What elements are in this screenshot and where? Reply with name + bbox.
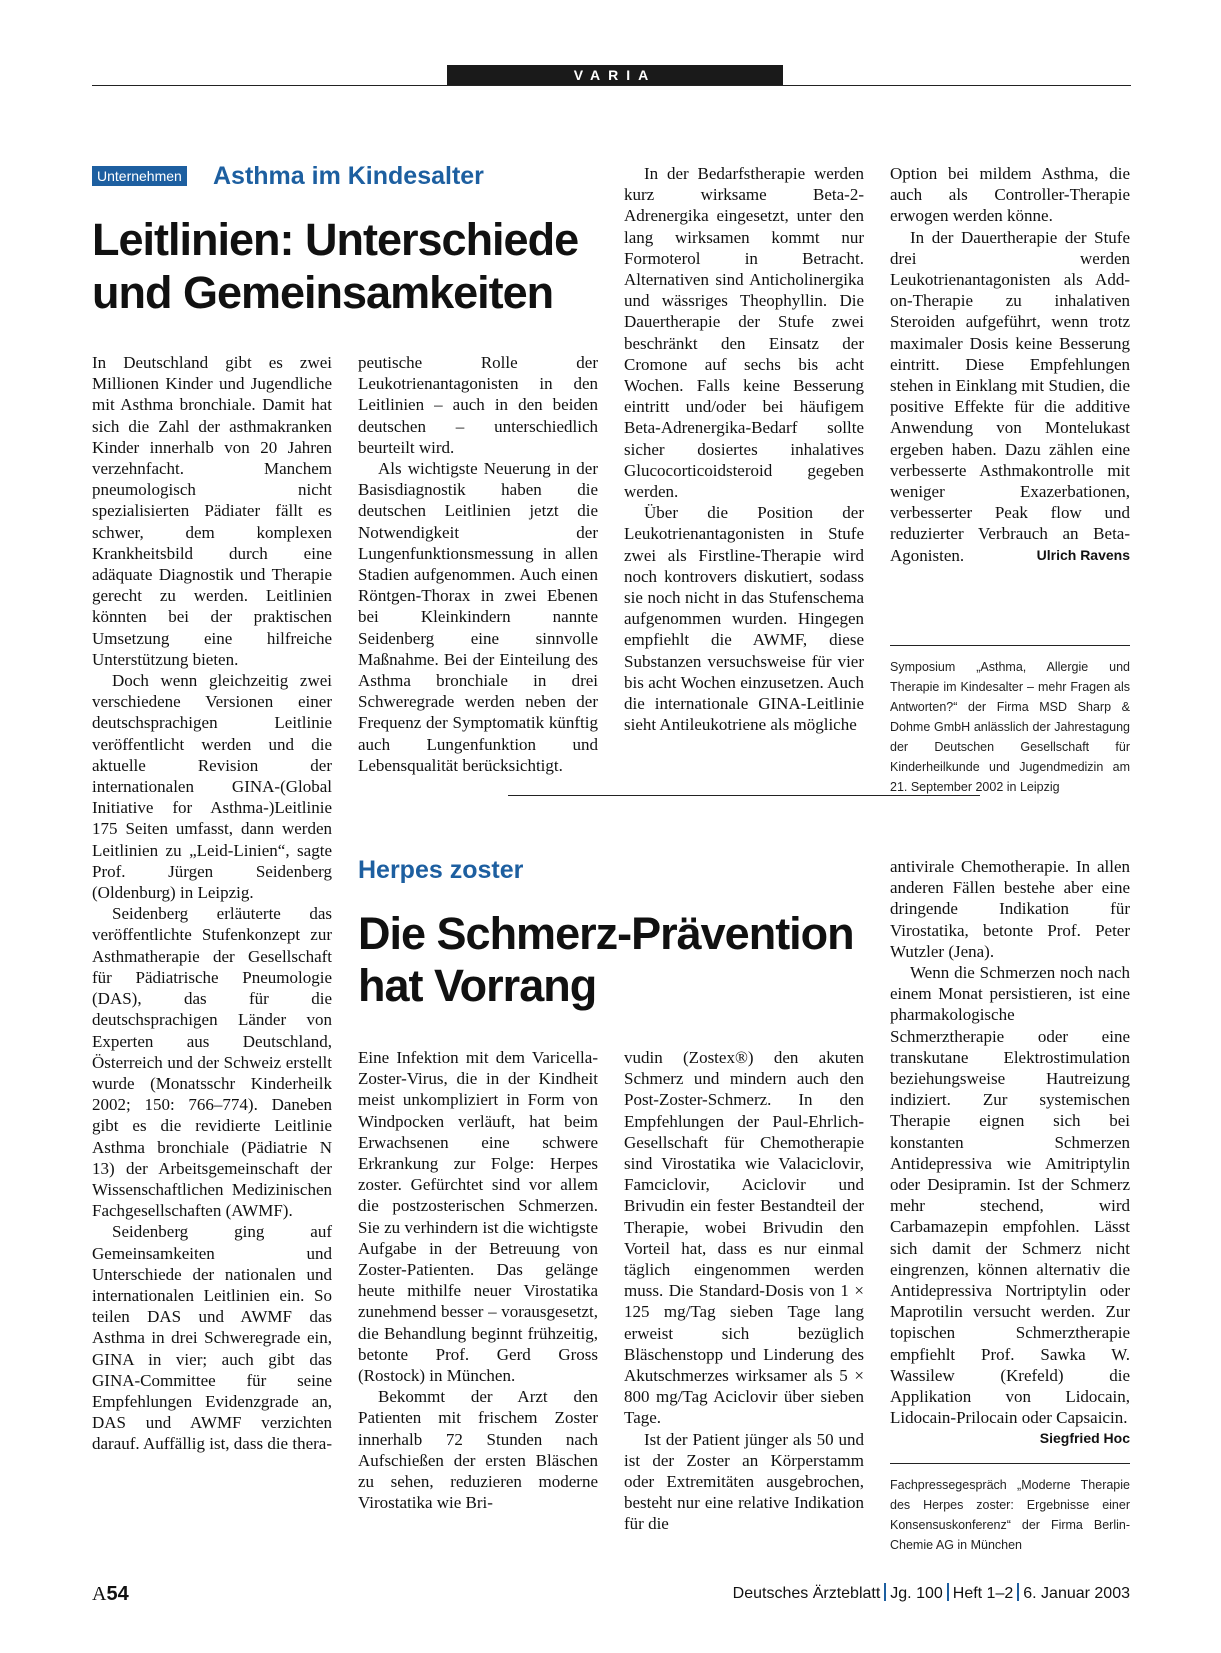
paragraph: Doch wenn gleichzeitig zwei verschiedene Versionen einer deutschsprachigen Leitlinie veröffentlicht werden und die aktuelle Revision der internationalen GINA-(Global Initiative for Asthma-)Leitlinie 175 Seiten umfasst, dann werden Leitlinien zu „Leid-Linien“, sagte Prof. Jürgen Seidenberg (Oldenburg) in Leipzig.	[92, 671, 332, 903]
note-rule	[890, 1463, 1130, 1464]
paragraph: antivirale Chemotherapie. In allen anderen Fällen bestehe aber eine dringende Indikation für Virostatika, betonte Prof. Peter Wutzler (Jena).	[890, 857, 1130, 961]
page-number-value: 54	[106, 1583, 129, 1605]
paragraph: Bekommt der Arzt den Patienten mit frischem Zoster innerhalb 72 Stunden nach Aufschießen der ersten Bläschen zu sehen, reduzieren moderne Virostatika wie Bri-	[358, 1387, 598, 1513]
article1-title-line1: Leitlinien: Unterschiede	[92, 214, 579, 265]
article2-column-2	[358, 1047, 598, 1513]
article1-column-4	[890, 163, 1130, 566]
journal-issue: Heft 1–2	[952, 1585, 1014, 1602]
article-separator	[508, 795, 980, 796]
paragraph: In Deutschland gibt es zwei Millionen Kinder und Jugendliche mit Asthma bronchiale. Damit hat sich die Zahl der asthmakranken Kinder innerhalb von 20 Jahren verzehnfacht. Manchem pneumologisch nicht spezialisierten Pädiater fällt es schwer, dem komplexen Krankheitsbild durch eine adäquate Diagnostik und Therapie gerecht zu werden. Leitlinien könnten bei der praktischen Umsetzung eine hilfreiche Unterstützung bieten.	[92, 353, 332, 669]
article1-title-line2: und Gemeinsamkeiten	[92, 267, 554, 318]
paragraph: Seidenberg ging auf Gemeinsamkeiten und Unterschiede der nationalen und internationalen Leitlinien ein. So teilen DAS und AWMF das Asthma in drei Schweregrade ein, GINA in vier; auch gibt das GINA-Committee für seine Empfehlungen Evidenzgrade an, DAS und AWMF verzichten darauf. Auffällig ist, dass die thera-	[92, 1222, 332, 1454]
paragraph: Als wichtigste Neuerung in der Basisdiagnostik haben die deutschen Leitlinien jetzt die Notwendigkeit der Lungenfunktionsmessung in allen Stadien aufgenommen. Auch einen Röntgen-Thorax in zwei Ebenen bei Kleinkindern nannte Seidenberg eine sinnvolle Maßnahme. Bei der Einteilung des Asthma bronchiale in drei Schweregrade werden neben der Frequenz der Symptomatik künftig auch Lungenfunktion und Lebensqualität berücksichtigt.	[358, 459, 598, 775]
article2-author: Siegfried Hoc	[1039, 1430, 1130, 1447]
paragraph: Ist der Patient jünger als 50 und ist der Zoster an Körperstamm oder Extremitäten ausgebrochen, besteht nur eine relative Indikation für die	[624, 1429, 864, 1534]
journal-volume: Jg. 100	[890, 1585, 943, 1602]
article2-kicker: Herpes zoster	[358, 856, 524, 884]
article2-source-note: Fachpressegespräch „Moderne Therapie des Herpes zoster: Ergebnisse einer Konsensuskonferenz“ der Firma Berlin-Chemie AG in München	[890, 1478, 1130, 1552]
category-badge: Unternehmen	[92, 166, 187, 186]
paragraph: peutische Rolle der Leukotrienantagonisten in den Leitlinien – auch in den beiden deutschen – unterschiedlich beurteilt wird.	[358, 353, 598, 457]
article2-title-line2: hat Vorrang	[358, 960, 597, 1011]
article1-source-note: Symposium „Asthma, Allergie und Therapie im Kindesalter – mehr Fragen als Antworten?“ der Firma MSD Sharp & Dohme GmbH anlässlich der Jahrestagung der Deutschen Gesellschaft für Kinderheilkunde und Jugendmedizin am 21. September 2002 in Leipzig	[890, 660, 1130, 794]
section-tag: VARIA	[447, 65, 783, 85]
note-rule	[890, 645, 1130, 646]
page-prefix: A	[92, 1583, 107, 1605]
article2-column-3	[624, 1047, 864, 1535]
divider	[884, 1583, 886, 1601]
article1-column-2	[358, 352, 598, 776]
paragraph: Eine Infektion mit dem Varicella-Zoster-Virus, die in der Kindheit meist unkompliziert in Form von Windpocken verläuft, hat beim Erwachsenen eine schwere Erkrankung zur Folge: Herpes zoster. Gefürchtet sind vor allem die postzosterischen Schmerzen. Sie zu verhindern ist die wichtigste Aufgabe in der Betreuung von Zoster-Patienten. Das gelänge heute mithilfe neuer Virostatika zunehmend besser – vorausgesetzt, die Behandlung beginnt frühzeitig, betonte Prof. Gerd Gross (Rostock) in München.	[358, 1048, 598, 1386]
journal-name: Deutsches Ärzteblatt	[732, 1585, 881, 1602]
paragraph-text: In der Dauertherapie der Stufe drei werden Leukotrienantagonisten als Add-on-Therapie zu inhalativen Steroiden aufgeführt, wenn trotz maximaler Dosis keine Besserung eintritt. Diese Empfehlungen stehen in Einklang mit Studien, die positive Effekte für die additive Anwendung von Montelukast ergeben haben. Dazu zählen eine verbesserte Asthmakontrolle mit weniger Exazerbationen, verbesserter Peak flow und reduzierter Verbrauch an Beta-Agonisten.	[890, 227, 1130, 565]
footer-journal-info	[733, 1582, 1130, 1606]
paragraph	[890, 227, 1130, 566]
article1-column-3	[624, 163, 864, 735]
article2-column-4	[890, 856, 1130, 1450]
paragraph: vudin (Zostex®) den akuten Schmerz und mindern auch den Post-Zoster-Schmerz. In den Empfehlungen der Paul-Ehrlich-Gesellschaft für Chemotherapie sind Virostatika wie Valaciclovir, Famciclovir, Aciclovir und Brivudin ein fester Bestandteil der Therapie, wobei Brivudin den Vorteil hat, dass es nur einmal täglich eingenommen werden muss. Die Standard-Dosis von 1 × 125 mg/Tag sieben Tage lang erweist sich bezüglich Bläschenstopp und Linderung des Akutschmerzes wirksamer als 5 × 800 mg/Tag Aciclovir über sieben Tage.	[624, 1048, 864, 1428]
page-number	[92, 1582, 129, 1606]
article1-column-1	[92, 352, 332, 1455]
paragraph: In der Bedarfstherapie werden kurz wirksame Beta-2-Adrenergika eingesetzt, unter den lang wirksamen kommt nur Formoterol in Betracht. Alternativen sind Anticholinergika und wässriges Theophyllin. Die Dauertherapie der Stufe zwei beschränkt den Einsatz der Cromone auf sechs bis acht Wochen. Falls keine Besserung eintritt und/oder bei häufigem Beta-Adrenergika-Bedarf sollte sicher dosiertes inhalatives Glucocorticoidsteroid gegeben werden.	[624, 164, 864, 502]
paragraph	[890, 962, 1130, 1447]
article1-author: Ulrich Ravens	[1036, 546, 1130, 563]
paragraph: Über die Position der Leukotrienantagonisten in Stufe zwei als Firstline-Therapie wird noch kontrovers diskutiert, sodass sie noch nicht in das Stufenschema aufgenommen wurden. Hingegen empfiehlt die AWMF, diese Substanzen versuchsweise für vier bis acht Wochen einzusetzen. Auch die internationale GINA-Leitlinie sieht Antileukotriene als mögliche	[624, 503, 864, 735]
article1-kicker: Asthma im Kindesalter	[213, 162, 484, 190]
header-rule	[92, 85, 1131, 86]
journal-date: 6. Januar 2003	[1023, 1585, 1130, 1602]
divider	[947, 1583, 949, 1601]
paragraph-text: Wenn die Schmerzen noch nach einem Monat persistieren, ist eine pharmakologische Schmerztherapie oder eine transkutane Elektrostimulation beziehungsweise Hautreizung indiziert. Zur systemischen Therapie eignen sich bei konstanten Schmerzen Antidepressiva wie Amitriptylin oder Desipramin. Ist der Schmerz mehr stechend, wird Carbamazepin empfohlen. Lässt sich damit der Schmerz nicht eingrenzen, können alternativ die Antidepressiva Nortriptylin oder Maprotilin versucht werden. Zur topischen Schmerztherapie empfiehlt Prof. Sawka W. Wassilew (Krefeld) die Applikation von Lidocain, Lidocain-Prilocain oder Capsaicin.	[890, 963, 1130, 1428]
divider	[1017, 1583, 1019, 1601]
paragraph: Option bei mildem Asthma, die auch als Controller-Therapie erwogen werden könne.	[890, 164, 1130, 226]
article2-title-line1: Die Schmerz-Prävention	[358, 908, 854, 959]
paragraph: Seidenberg erläuterte das veröffentlichte Stufenkonzept zur Asthmatherapie der Gesellschaft für Pädiatrische Pneumologie (DAS), das für die deutschsprachigen Länder von Experten aus Deutschland, Österreich und der Schweiz erstellt wurde (Monatsschr Kinderheilk 2002; 150: 766–774). Daneben gibt es die revidierte Leitlinie Asthma bronchiale (Pädiatrie N 13) der Arbeitsgemeinschaft der Wissenschaftlichen Medizinischen Fachgesellschaften (AWMF).	[92, 904, 332, 1221]
